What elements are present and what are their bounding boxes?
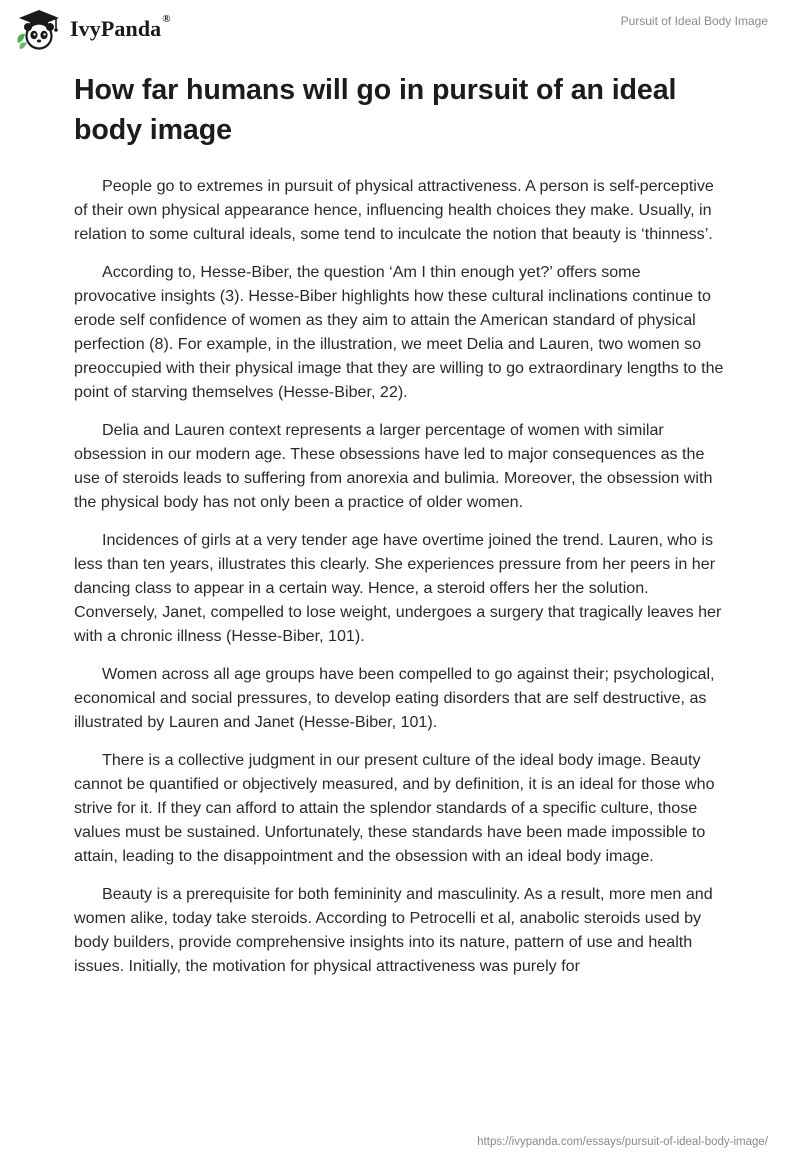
panda-graduation-cap-icon bbox=[14, 7, 64, 51]
brand-logo[interactable] bbox=[14, 7, 171, 51]
document-title: Pursuit of Ideal Body Image bbox=[620, 14, 768, 28]
source-url-link[interactable]: https://ivypanda.com/essays/pursuit-of-ideal-body-image/ bbox=[477, 1136, 768, 1148]
registered-mark: ® bbox=[162, 13, 171, 25]
article-body bbox=[74, 174, 726, 978]
paragraph: Delia and Lauren context represents a larger percentage of women with similar obsession in our modern age. These obsessions have led to major consequences as the use of steroids leads to suffering from anorexia and bulimia. Moreover, the obsession with the physical body has not only been a practice of older women. bbox=[74, 421, 713, 511]
brand-wordmark bbox=[70, 13, 171, 42]
paragraph: Women across all age groups have been compelled to go against their; psychological, economical and social pressures, to develop eating disorders that are self destructive, as illustrated by Lauren and Janet (Hesse-Biber, 101). bbox=[74, 665, 715, 731]
paragraph: Beauty is a prerequisite for both femininity and masculinity. As a result, more men and women alike, today take steroids. According to Petrocelli et al, anabolic steroids used by body builders, provide comprehensive insights into its nature, pattern of use and health issues. Initially, the motivation for physical attractiveness was purely for bbox=[74, 885, 713, 975]
paragraph: According to, Hesse-Biber, the question ‘Am I thin enough yet?’ offers some provocative insights (3). Hesse-Biber highlights how these cultural inclinations continue to erode self confidence of women as they aim to attain the American standard of physical perfection (8). For example, in the illustration, we meet Delia and Lauren, two women so preoccupied with their physical image that they are willing to go extraordinary lengths to the point of starving themselves (Hesse-Biber, 22). bbox=[74, 263, 724, 401]
brand-name: IvyPanda bbox=[70, 16, 162, 41]
page-header bbox=[0, 0, 800, 56]
article bbox=[74, 70, 726, 992]
paragraph: There is a collective judgment in our present culture of the ideal body image. Beauty cannot be quantified or objectively measured, and by definition, it is an ideal for those who strive for it. If they can afford to attain the splendor standards of a specific culture, those values must be sustained. Unfortunately, these standards have been made impossible to attain, leading to the disappointment and the obsession with an ideal body image. bbox=[74, 751, 715, 865]
paragraph: Incidences of girls at a very tender age have overtime joined the trend. Lauren, who is less than ten years, illustrates this clearly. She experiences pressure from her peers in her dancing class to appear in a certain way. Hence, a steroid offers her the solution. Conversely, Janet, compelled to lose weight, undergoes a surgery that tragically leaves her with a chronic illness (Hesse-Biber, 101). bbox=[74, 531, 722, 645]
article-title: How far humans will go in pursuit of an ideal body image bbox=[74, 74, 677, 146]
paragraph: People go to extremes in pursuit of physical attractiveness. A person is self-perceptive of their own physical appearance hence, influencing health choices they make. Usually, in relation to some cultural ideals, some tend to inculcate the notion that beauty is ‘thinness’. bbox=[74, 177, 714, 243]
